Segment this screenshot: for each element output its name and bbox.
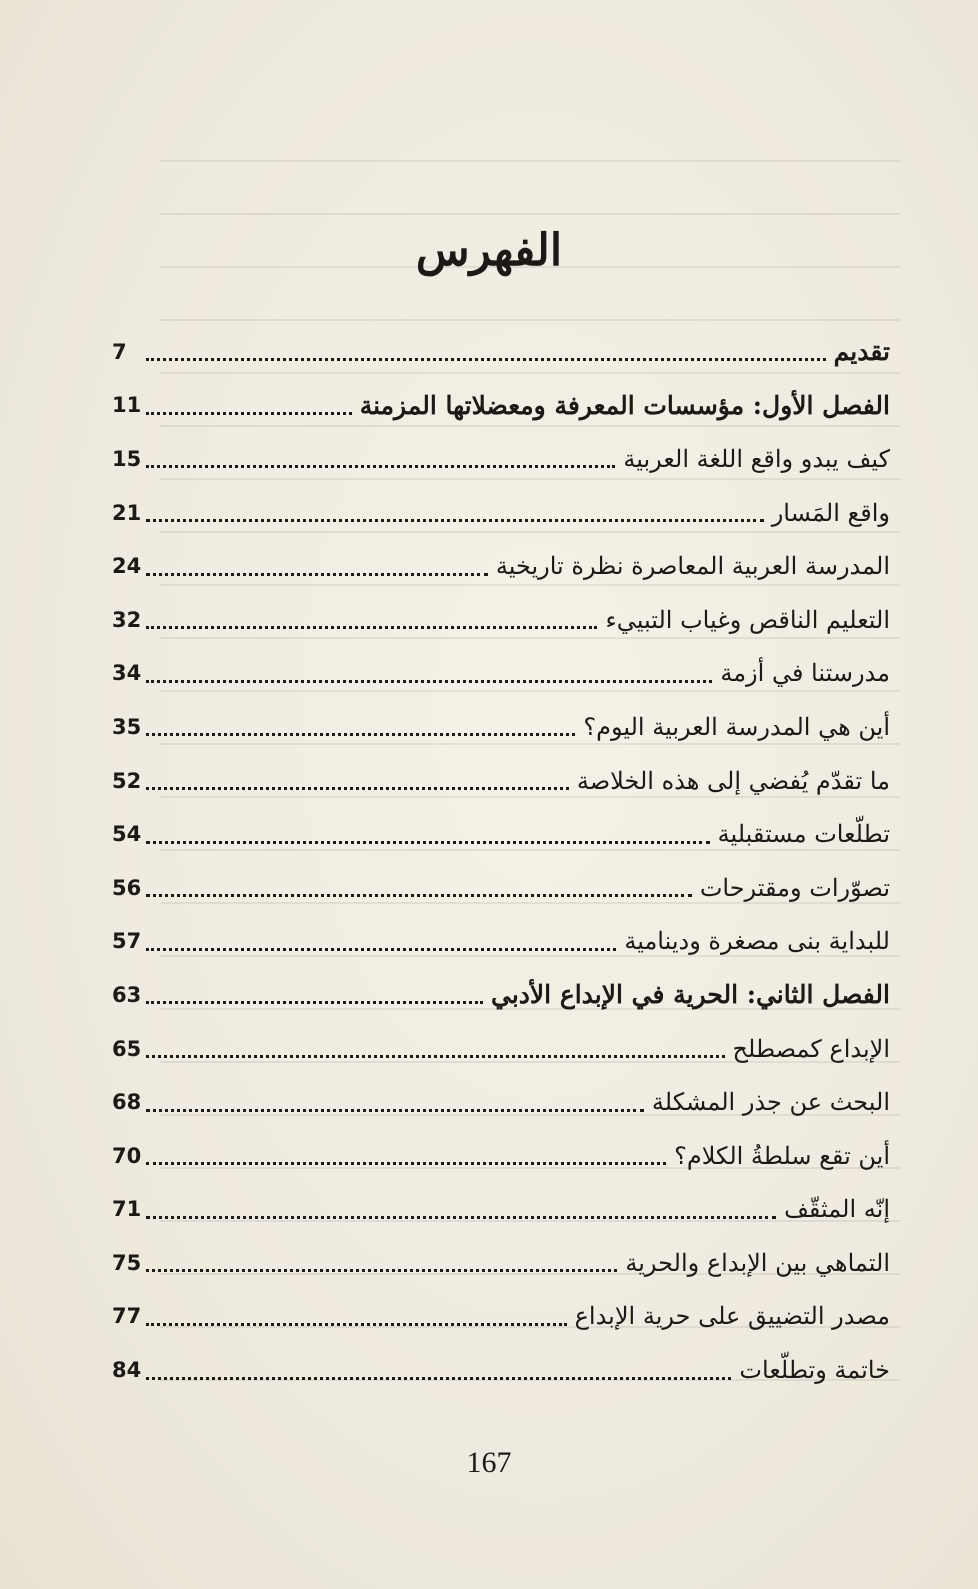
toc-entry-title: واقع المَسار xyxy=(771,498,890,527)
toc-entry-page: 35 xyxy=(112,714,142,739)
toc-entry xyxy=(112,1236,890,1290)
toc-entry-title: أين هي المدرسة العربية اليوم؟ xyxy=(583,712,890,741)
toc-entry-page: 52 xyxy=(112,768,142,793)
toc-entry xyxy=(112,968,890,1022)
toc-entry-page: 7 xyxy=(112,339,127,364)
toc-entry-page: 68 xyxy=(112,1090,142,1115)
dot-leader xyxy=(146,678,712,683)
toc-entry-page: 63 xyxy=(112,982,142,1007)
toc-entry xyxy=(112,1183,890,1237)
toc-entry-title: تطلّعات مستقبلية xyxy=(717,820,890,849)
dot-leader xyxy=(146,463,615,468)
toc-entry-title: التعليم الناقص وغياب التبييء xyxy=(605,605,890,634)
toc-entry-title: المدرسة العربية المعاصرة نظرة تاريخية xyxy=(495,552,890,581)
toc-entry-page: 34 xyxy=(112,661,142,686)
toc-entry-page: 77 xyxy=(112,1304,142,1329)
toc-entry xyxy=(112,379,890,433)
toc-entry-title: تقديم xyxy=(833,337,890,367)
dot-leader xyxy=(146,785,569,790)
toc-entry xyxy=(112,915,890,969)
toc-entry xyxy=(112,1129,890,1183)
toc-entry-page: 70 xyxy=(112,1143,142,1168)
toc-entry xyxy=(112,700,890,754)
toc-entry xyxy=(112,539,890,593)
dot-leader xyxy=(146,1267,617,1272)
dot-leader xyxy=(146,571,488,576)
toc-entry xyxy=(112,593,890,647)
toc-entry-page: 24 xyxy=(112,554,142,579)
toc-entry-title: التماهي بين الإبداع والحرية xyxy=(625,1248,890,1277)
table-of-contents xyxy=(112,325,890,1397)
toc-entry-title: الإبداع كمصطلح xyxy=(732,1034,890,1063)
dot-leader xyxy=(146,731,575,736)
dot-leader xyxy=(146,946,616,951)
dot-leader xyxy=(146,356,826,361)
toc-entry xyxy=(112,1343,890,1397)
toc-entry-title: خاتمة وتطلّعات xyxy=(739,1356,890,1385)
toc-entry xyxy=(112,754,890,808)
toc-entry xyxy=(112,325,890,379)
toc-entry-title: الفصل الثاني: الحرية في الإبداع الأدبي xyxy=(490,980,890,1010)
toc-entry-title: كيف يبدو واقع اللغة العربية xyxy=(623,444,890,473)
toc-entry xyxy=(112,1075,890,1129)
dot-leader xyxy=(146,892,692,897)
toc-entry-title: البحث عن جذر المشكلة xyxy=(651,1088,890,1117)
toc-entry-page: 84 xyxy=(112,1358,142,1383)
toc-entry-page: 15 xyxy=(112,446,142,471)
page-title: الفهرس xyxy=(415,225,563,277)
dot-leader xyxy=(146,1107,644,1112)
toc-entry xyxy=(112,432,890,486)
toc-entry-page: 54 xyxy=(112,822,142,847)
toc-entry-title: للبداية بنى مصغرة ودينامية xyxy=(624,927,890,956)
dot-leader xyxy=(146,1160,666,1165)
toc-entry xyxy=(112,861,890,915)
dot-leader xyxy=(146,624,597,629)
toc-entry-title: مدرستنا في أزمة xyxy=(720,659,890,688)
toc-entry-page: 71 xyxy=(112,1197,142,1222)
toc-entry-page: 57 xyxy=(112,929,142,954)
toc-entry-page: 11 xyxy=(112,393,142,418)
dot-leader xyxy=(146,517,764,522)
toc-entry xyxy=(112,1022,890,1076)
toc-entry xyxy=(112,647,890,701)
dot-leader xyxy=(146,1214,776,1219)
dot-leader xyxy=(146,999,483,1004)
toc-entry-page: 56 xyxy=(112,875,142,900)
dot-leader xyxy=(146,1321,567,1326)
toc-entry-title: أين تقع سلطةُ الكلام؟ xyxy=(674,1141,890,1170)
dot-leader xyxy=(146,839,710,844)
toc-entry-page: 65 xyxy=(112,1036,142,1061)
dot-leader xyxy=(146,410,352,415)
page-number: 167 xyxy=(466,1446,512,1479)
toc-entry xyxy=(112,1290,890,1344)
toc-entry xyxy=(112,486,890,540)
toc-entry-page: 75 xyxy=(112,1250,142,1275)
toc-entry-title: تصوّرات ومقترحات xyxy=(699,873,890,902)
toc-entry-title: مصدر التضييق على حرية الإبداع xyxy=(574,1302,890,1331)
toc-entry-page: 21 xyxy=(112,500,142,525)
toc-entry-title: الفصل الأول: مؤسسات المعرفة ومعضلاتها المزمنة xyxy=(359,390,890,420)
toc-entry xyxy=(112,807,890,861)
toc-entry-title: إنّه المثقّف xyxy=(784,1195,890,1224)
toc-entry-page: 32 xyxy=(112,607,142,632)
dot-leader xyxy=(146,1375,731,1380)
dot-leader xyxy=(146,1053,725,1058)
toc-entry-title: ما تقدّم يُفضي إلى هذه الخلاصة xyxy=(576,766,890,795)
